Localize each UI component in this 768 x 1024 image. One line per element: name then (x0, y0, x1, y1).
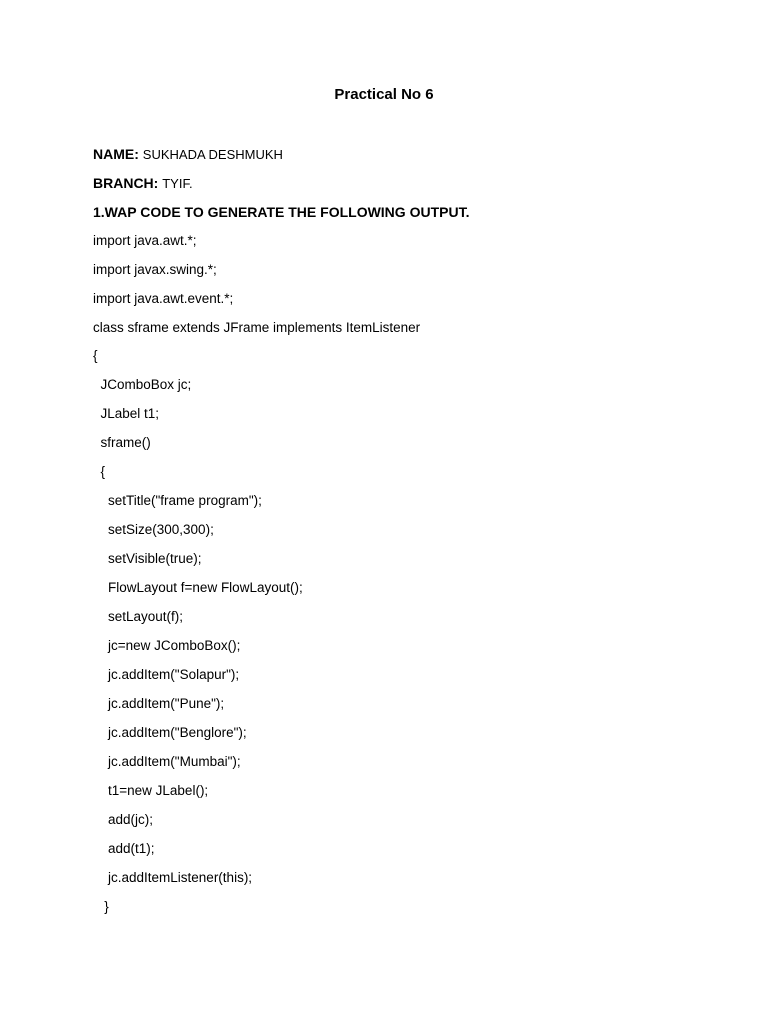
name-label: NAME: (93, 146, 139, 162)
code-line: t1=new JLabel(); (93, 783, 209, 798)
code-line: JLabel t1; (93, 406, 160, 421)
code-line: jc=new JComboBox(); (93, 638, 241, 653)
code-line: setSize(300,300); (93, 522, 214, 537)
code-line: class sframe extends JFrame implements ItemListener (93, 320, 421, 335)
code-line: import javax.swing.*; (93, 262, 217, 277)
code-line: FlowLayout f=new FlowLayout(); (93, 580, 303, 595)
question-heading: 1.WAP CODE TO GENERATE THE FOLLOWING OUTPUT. (93, 204, 470, 220)
branch-value: TYIF. (162, 176, 193, 191)
branch-line (93, 174, 193, 193)
code-line: jc.addItem("Benglore"); (93, 725, 247, 740)
code-line: jc.addItem("Solapur"); (93, 667, 240, 682)
code-line: add(jc); (93, 812, 154, 827)
code-line: import java.awt.event.*; (93, 291, 234, 306)
page-title: Practical No 6 (334, 86, 434, 103)
code-line: jc.addItemListener(this); (93, 870, 253, 885)
branch-label: BRANCH: (93, 175, 159, 191)
code-line: import java.awt.*; (93, 233, 197, 248)
code-line: { (93, 348, 98, 363)
code-line: sframe() (93, 435, 151, 450)
code-line: add(t1); (93, 841, 155, 856)
code-line: setLayout(f); (93, 609, 184, 624)
code-line: setVisible(true); (93, 551, 202, 566)
code-line: JComboBox jc; (93, 377, 192, 392)
code-line: jc.addItem("Pune"); (93, 696, 225, 711)
code-line: } (93, 899, 109, 914)
name-value: SUKHADA DESHMUKH (142, 147, 283, 162)
name-line (93, 145, 283, 164)
code-line: setTitle("frame program"); (93, 493, 262, 508)
code-line: jc.addItem("Mumbai"); (93, 754, 241, 769)
code-line: { (93, 464, 106, 479)
